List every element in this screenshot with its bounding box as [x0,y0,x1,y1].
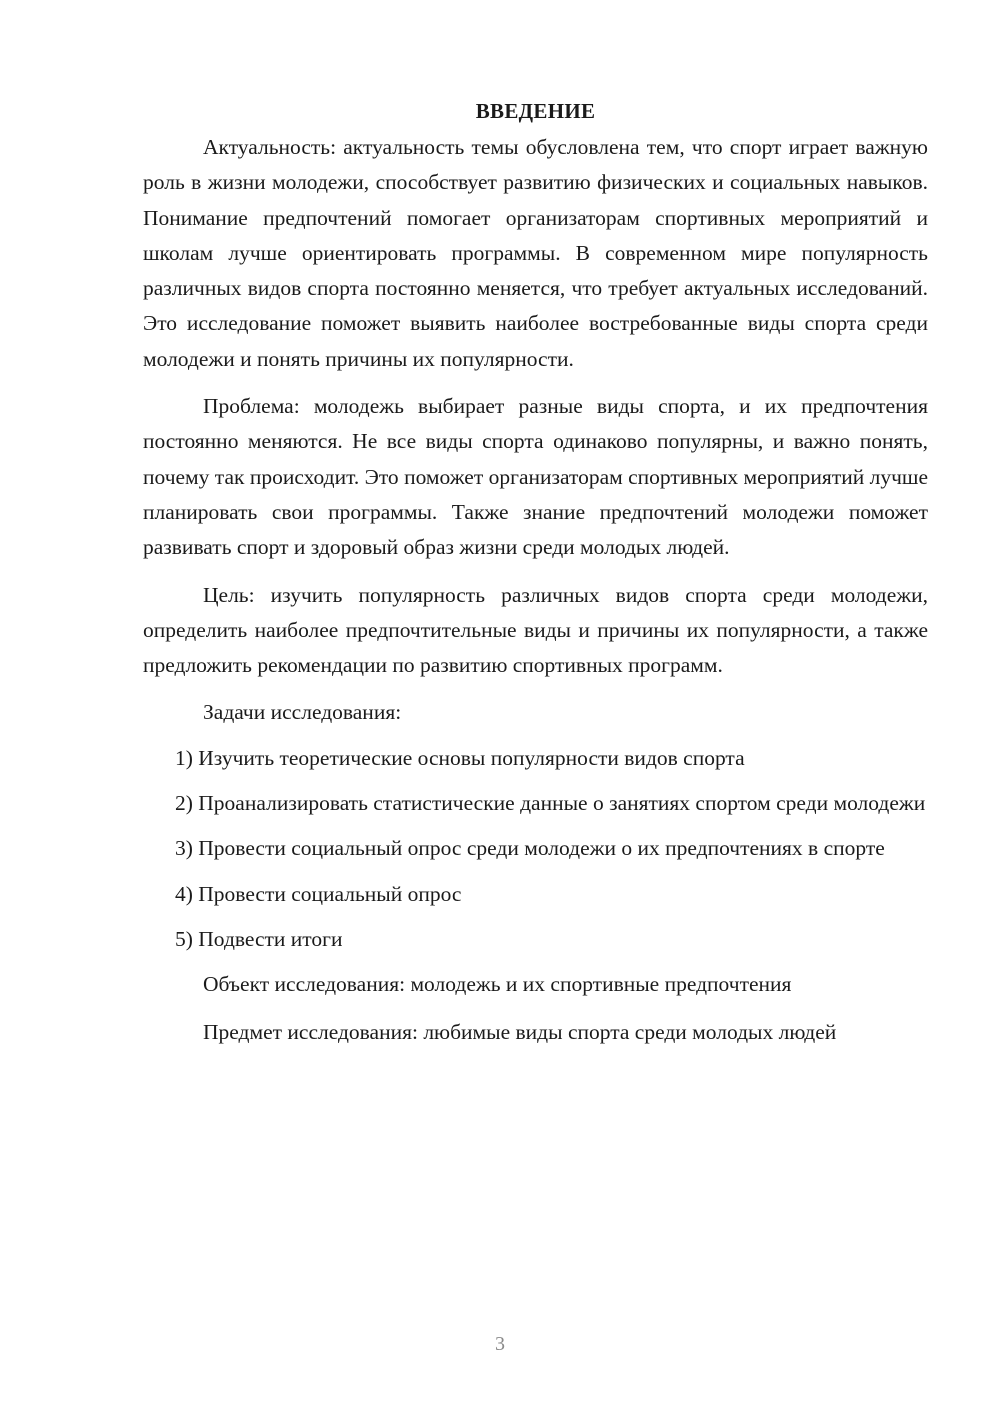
task-item: 4) Провести социальный опрос [175,881,462,906]
page-number: 3 [495,1333,505,1355]
problem-paragraph: Проблема: молодежь выбирает разные виды спорта, и их предпочтения постоянно меняются. Не все виды спорта одинаково популярны, и важно понять, почему так происходит. Это поможет организаторам спортивных мероприятий лучше планировать свои программы. Также знание предпочтений молодежи поможет развивать спорт и здоровый образ жизни среди молодых людей. [143,394,928,560]
task-item: 2) Проанализировать статистические данные о занятиях спортом среди молодежи [175,791,926,816]
goal-paragraph: Цель: изучить популярность различных видов спорта среди молодежи, определить наиболее предпочтительные виды и причины их популярности, а также предложить рекомендации по развитию спортивных программ. [143,582,928,678]
relevance-paragraph: Актуальность: актуальность темы обусловлена тем, что спорт играет важную роль в жизни молодежи, способствует развитию физических и социальных навыков. Понимание предпочтений помогает организаторам спортивных мероприятий и школам лучше ориентировать программы. В современном мире популярность различных видов спорта постоянно меняется, что требует актуальных исследований. Это исследование поможет выявить наиболее востребованные виды спорта среди молодежи и понять причины их популярности. [143,135,928,371]
task-item: 3) Провести социальный опрос среди молодежи о их предпочтениях в спорте [175,836,885,861]
task-item: 5) Подвести итоги [175,926,343,951]
subject-paragraph: Предмет исследования: любимые виды спорта среди молодых людей [203,1019,837,1044]
object-paragraph: Объект исследования: молодежь и их спортивные предпочтения [203,972,792,997]
task-item: 1) Изучить теоретические основы популярности видов спорта [175,745,745,770]
document-title: ВВЕДЕНИЕ [475,99,596,123]
document-page [143,96,928,1062]
tasks-heading: Задачи исследования: [203,700,402,725]
